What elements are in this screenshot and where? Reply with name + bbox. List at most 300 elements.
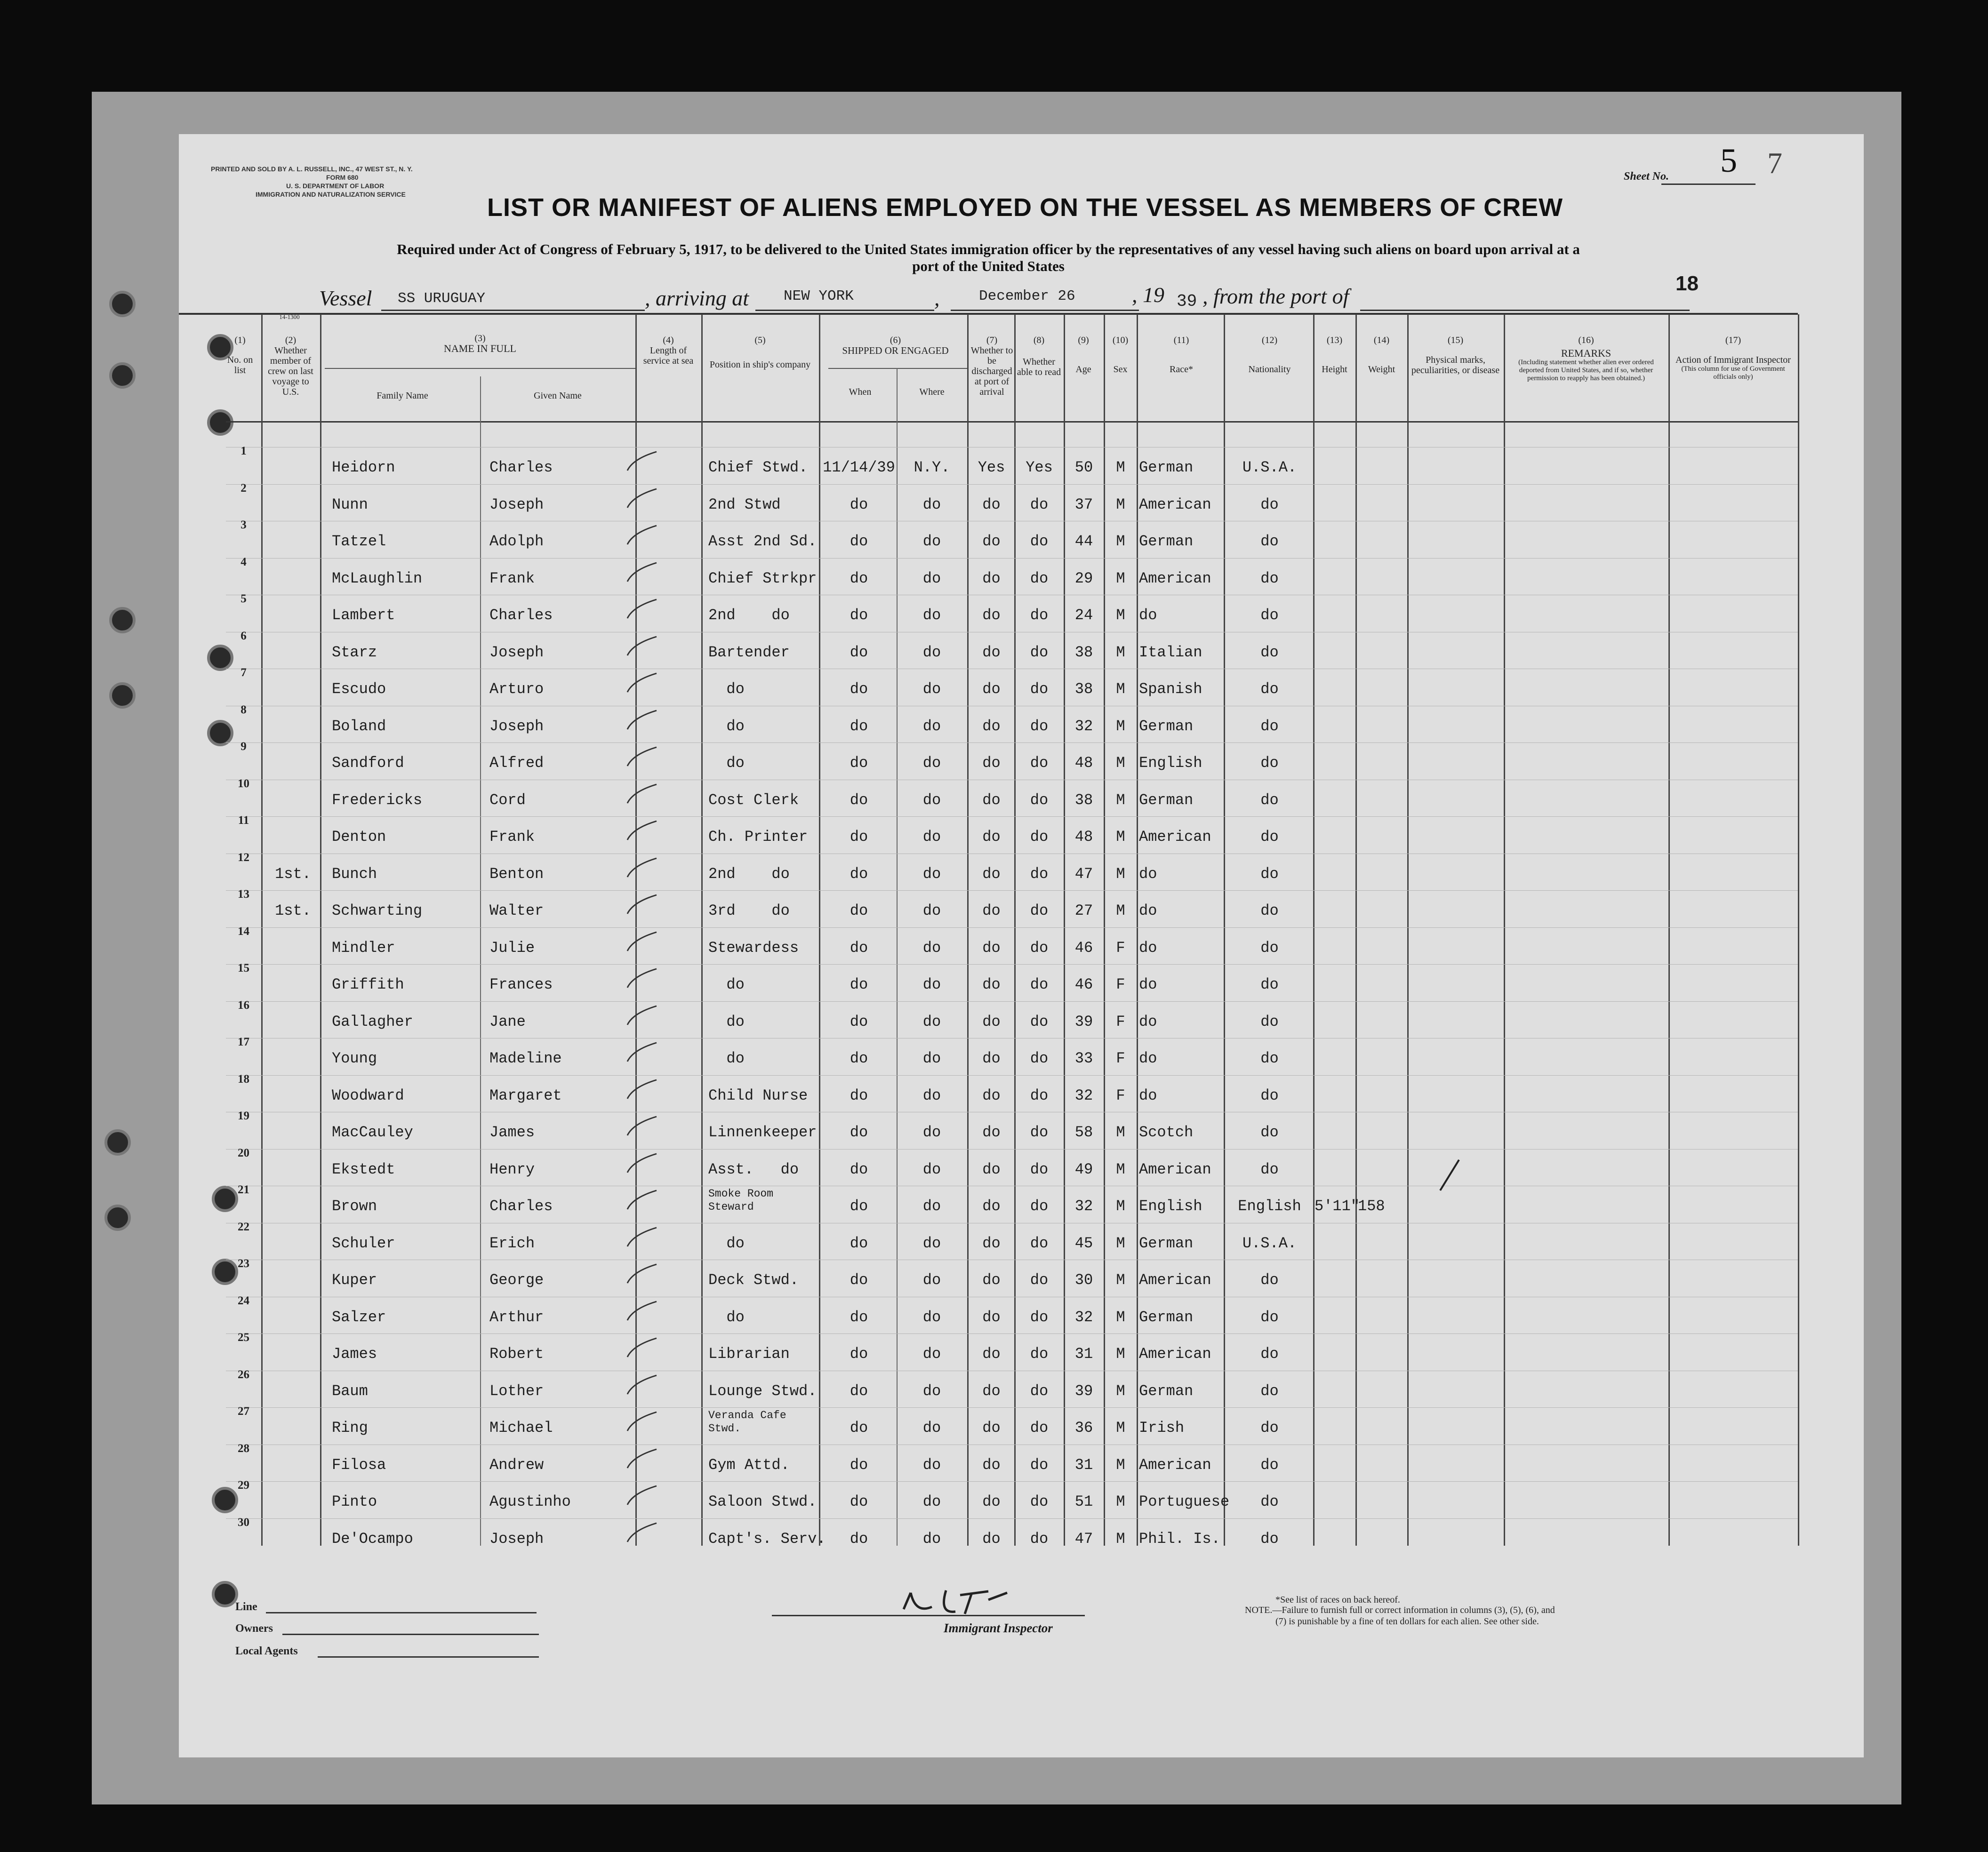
arriving-label: , arriving at [645,286,749,310]
cell-where: do [922,828,941,846]
binder-hole [207,409,233,436]
col-number: (2) [285,335,297,345]
cell-age: 39 [1074,1382,1093,1400]
binder-hole [109,291,136,317]
cell-age: 37 [1074,496,1093,513]
cell-where: do [922,1419,941,1437]
cell-no: 12 [238,851,249,864]
cell-race: English [1139,754,1202,772]
cell-no: 21 [238,1183,249,1196]
cell-when: do [850,1161,868,1178]
cell-given: Agustinho [489,1493,571,1510]
cell-position: Smoke Room Steward [708,1188,774,1213]
tick-mark [624,487,661,515]
cell-family: Pinto [332,1493,377,1510]
cell-where: do [922,939,941,957]
cell-age: 29 [1074,570,1093,587]
cell-age: 39 [1074,1013,1093,1030]
cell-read: do [1030,496,1049,513]
tick-mark [624,1078,661,1106]
cell-where: do [922,791,941,809]
cell-given: Robert [489,1345,544,1363]
cell-sex: M [1116,791,1125,809]
col-label: Action of Immigrant Inspector [1675,355,1791,365]
cell-position: Cost Clerk [708,791,799,809]
col-number: (16) [1578,335,1594,345]
cell-read: do [1030,1493,1049,1510]
cell-age: 24 [1074,607,1093,624]
cell-where: do [922,902,941,919]
cell-when: do [850,1419,868,1437]
cell-position: Stewardess [708,939,799,957]
cell-age: 49 [1074,1161,1093,1178]
col-number: (1) [234,335,246,345]
cell-given: Julie [489,939,535,957]
cell-position: Librarian [708,1345,790,1363]
department-name: U. S. DEPARTMENT OF LABOR [286,182,385,190]
cell-nationality: do [1260,680,1279,698]
col-sublabel: (Including statement whether alien ever ordered deported from United States, and if so, whether permission to reapply has been obtained.) [1518,359,1654,382]
tick-mark [624,856,661,884]
tick-mark [624,1410,661,1438]
cell-weight: 158 [1358,1197,1385,1215]
col-label: Whether to be discharged at port of arrival [970,345,1013,397]
cell-given: Andrew [489,1456,544,1474]
tick-mark [624,708,661,736]
cell-family: Ekstedt [332,1161,395,1178]
cell-position: Asst 2nd Sd. [708,533,817,550]
tick-mark [624,1188,661,1216]
cell-given: Walter [489,902,544,919]
cell-age: 58 [1074,1124,1093,1141]
column-rule [1355,314,1357,1546]
cell-age: 38 [1074,791,1093,809]
cell-age: 36 [1074,1419,1093,1437]
binder-hole [109,607,136,633]
cell-where: do [922,1124,941,1141]
column-rule [1798,314,1799,1546]
col-label: Height [1322,364,1347,375]
cell-no: 14 [238,925,249,938]
col-number: (8) [1033,335,1045,345]
crew-stamp: 14-1300 [279,313,300,320]
header-col17 [1671,335,1796,381]
given-name-header: Given Name [534,391,582,401]
cell-nationality: U.S.A. [1242,1235,1297,1252]
cell-no: 22 [238,1221,249,1233]
from-port-underline [1360,310,1690,311]
cell-nationality: do [1260,1419,1279,1437]
cell-nationality: English [1238,1197,1301,1215]
cell-where: do [922,1309,941,1326]
cell-race: American [1139,1345,1211,1363]
cell-position: Asst. do [708,1161,799,1178]
cell-race: American [1139,1271,1211,1289]
cell-discharged: do [982,865,1001,883]
cell-when: do [850,902,868,919]
cell-age: 30 [1074,1271,1093,1289]
header-col10 [1105,335,1136,375]
cell-race: American [1139,1161,1211,1178]
cell-sex: M [1116,1345,1125,1363]
column-rule [1668,314,1670,1546]
cell-when: do [850,1124,868,1141]
cell-discharged: do [982,828,1001,846]
cell-family: De'Ocampo [332,1530,413,1548]
cell-sex: F [1116,1087,1125,1104]
tick-mark [624,1373,661,1401]
cell-read: do [1030,607,1049,624]
cell-sex: M [1116,607,1125,624]
cell-read: do [1030,570,1049,587]
cell-sex: M [1116,1493,1125,1510]
sheet-number-underline [1661,184,1756,185]
cell-sex: M [1116,902,1125,919]
cell-when: do [850,939,868,957]
cell-discharged: do [982,1419,1001,1437]
cell-given: Alfred [489,754,544,772]
cell-sex: F [1116,976,1125,993]
cell-when: do [850,533,868,550]
cell-given: Erich [489,1235,535,1252]
cell-age: 38 [1074,680,1093,698]
cell-read: do [1030,754,1049,772]
cell-no: 18 [238,1073,249,1086]
cell-when: do [850,1197,868,1215]
cell-nationality: do [1260,1087,1279,1104]
cell-race: German [1139,1309,1194,1326]
tick-mark [624,1004,661,1032]
cell-when: do [850,1087,868,1104]
row-rule [226,1481,1798,1482]
cell-when: do [850,1235,868,1252]
column-rule [1224,314,1225,1546]
cell-position: Capt's. Serv. [708,1530,826,1548]
cell-read: do [1030,1456,1049,1474]
cell-race: American [1139,1456,1211,1474]
cell-nationality: do [1260,607,1279,624]
tick-mark [624,523,661,551]
cell-age: 32 [1074,1309,1093,1326]
cell-discharged: do [982,1161,1001,1178]
row-rule [226,1407,1798,1408]
cell-race: do [1139,976,1157,993]
tick-mark [624,1262,661,1290]
cell-nationality: do [1260,1124,1279,1141]
cell-sex: M [1116,718,1125,735]
cell-where: do [922,680,941,698]
cell-discharged: do [982,754,1001,772]
cell-sex: F [1116,939,1125,957]
col-label: Weight [1368,364,1395,375]
fine-note-continued: (7) is punishable by a fine of ten dollars for each alien. See other side. [1275,1616,1539,1627]
cell-no: 27 [238,1405,249,1418]
tick-mark [624,745,661,773]
row-rule [226,558,1798,559]
cell-when: do [850,791,868,809]
cell-discharged: do [982,496,1001,513]
header-col12 [1226,335,1313,375]
cell-given: Adolph [489,533,544,550]
tick-mark [624,1225,661,1253]
cell-position: do [708,1235,745,1252]
tick-mark [624,1040,661,1069]
cell-where: do [922,1456,941,1474]
cell-discharged: do [982,1456,1001,1474]
cell-read: do [1030,1050,1049,1067]
cell-no: 19 [238,1110,249,1122]
row-rule [226,484,1798,485]
subtitle-line: Required under Act of Congress of February 5, 1917, to be delivered to the United States immigration officer by the representatives of any vessel having such aliens on board upon arrival at a [397,241,1580,257]
cell-sex: F [1116,1013,1125,1030]
cell-when: do [850,828,868,846]
cell-where: do [922,570,941,587]
cell-discharged: do [982,1197,1001,1215]
cell-nationality: do [1260,754,1279,772]
cell-when: do [850,644,868,661]
header-col9 [1065,335,1102,375]
col-label: Whether able to read [1017,357,1061,377]
cell-age: 45 [1074,1235,1093,1252]
cell-position: do [708,1013,745,1030]
line-label: Line [235,1601,257,1613]
cell-crew: 1st. [275,865,311,883]
printer-line: PRINTED AND SOLD BY A. L. RUSSELL, INC., 47 WEST ST., N. Y. [211,165,413,173]
cell-sex: M [1116,1530,1125,1548]
cell-nationality: U.S.A. [1242,459,1297,476]
cell-discharged: do [982,1382,1001,1400]
cell-when: do [850,1382,868,1400]
cell-discharged: do [982,644,1001,661]
cell-no: 25 [238,1331,249,1344]
cell-age: 38 [1074,644,1093,661]
cell-position: Saloon Stwd. [708,1493,817,1510]
cell-when: do [850,1050,868,1067]
column-rule [320,314,321,1546]
cell-given: Joseph [489,1530,544,1548]
cell-where: do [922,1345,941,1363]
cell-given: Michael [489,1419,553,1437]
cell-race: do [1139,1087,1157,1104]
cell-sex: M [1116,1197,1125,1215]
manifest-subtitle [311,241,1666,275]
fine-note: NOTE.—Failure to furnish full or correct information in columns (3), (5), (6), and [1245,1605,1555,1615]
cell-nationality: do [1260,718,1279,735]
cell-where: do [922,718,941,735]
cell-age: 27 [1074,902,1093,919]
binder-hole [109,362,136,389]
cell-family: Starz [332,644,377,661]
header-col2 [266,335,315,397]
cell-discharged: do [982,1309,1001,1326]
cell-discharged: do [982,1493,1001,1510]
cell-given: Joseph [489,718,544,735]
cell-age: 31 [1074,1456,1093,1474]
header-bottom-rule [226,421,1798,423]
cell-discharged: do [982,533,1001,550]
tick-mark [624,966,661,995]
sheet-number-mark: 7 [1767,146,1782,180]
cell-family: Brown [332,1197,377,1215]
remarks-slash-mark [1435,1158,1464,1195]
cell-age: 32 [1074,718,1093,735]
cell-nationality: do [1260,1345,1279,1363]
cell-race: do [1139,939,1157,957]
cell-age: 44 [1074,533,1093,550]
cell-family: James [332,1345,377,1363]
cell-no: 15 [238,962,249,974]
col-number: (4) [663,335,674,345]
cell-discharged: do [982,680,1001,698]
col-number: (6) [890,335,901,345]
cell-where: do [922,1530,941,1548]
cell-family: Woodward [332,1087,404,1104]
cell-no: 20 [238,1147,249,1159]
cell-when: do [850,754,868,772]
col-number: (15) [1447,335,1464,345]
year-prefix: , 19 [1132,283,1164,307]
cell-where: do [922,533,941,550]
sheet-number-value: 5 [1720,142,1737,179]
cell-when: do [850,1456,868,1474]
cell-read: do [1030,976,1049,993]
cell-crew: 1st. [275,902,311,919]
cell-sex: F [1116,1050,1125,1067]
cell-no: 11 [238,814,249,827]
column-rule [1407,314,1409,1546]
row-rule [226,927,1798,928]
cell-no: 13 [238,888,249,901]
col-label: REMARKS [1561,347,1611,359]
cell-nationality: do [1260,791,1279,809]
cell-given: Joseph [489,644,544,661]
col-label: Nationality [1248,364,1291,375]
cell-nationality: do [1260,1271,1279,1289]
cell-where: do [922,496,941,513]
cell-family: Sandford [332,754,404,772]
cell-sex: M [1116,459,1125,476]
cell-discharged: do [982,570,1001,587]
cell-family: Baum [332,1382,368,1400]
cell-sex: M [1116,533,1125,550]
cell-nationality: do [1260,1382,1279,1400]
cell-when: 11/14/39 [823,459,895,476]
cell-family: Schwarting [332,902,423,919]
cell-discharged: do [982,718,1001,735]
cell-position: Gym Attd. [708,1456,790,1474]
cell-no: 30 [238,1516,249,1529]
cell-family: Bunch [332,865,377,883]
column-rule [701,314,703,1546]
cell-position: Linnenkeeper [708,1124,817,1141]
cell-family: Escudo [332,680,386,698]
header-col15 [1410,335,1501,375]
col-number: (10) [1112,335,1129,345]
cell-when: do [850,1530,868,1548]
cell-nationality: do [1260,902,1279,919]
cell-no: 9 [240,740,247,753]
cell-read: do [1030,828,1049,846]
col-number: (14) [1373,335,1390,345]
cell-position: 2nd do [708,607,790,624]
cell-sex: M [1116,1124,1125,1141]
cell-discharged: do [982,1530,1001,1548]
col-number: (17) [1725,335,1741,345]
cell-discharged: do [982,1235,1001,1252]
cell-race: Irish [1139,1419,1185,1437]
col-label: Race* [1170,364,1193,375]
cell-where: do [922,1013,941,1030]
cell-race: do [1139,1050,1157,1067]
row-rule [226,816,1798,817]
cell-age: 50 [1074,459,1093,476]
cell-no: 6 [240,630,247,642]
cell-sex: M [1116,1382,1125,1400]
cell-when: do [850,1013,868,1030]
printer-credit [211,165,413,199]
line-underline [266,1612,537,1613]
col-label: Length of service at sea [643,345,694,366]
cell-position: Lounge Stwd. [708,1382,817,1400]
cell-position: Bartender [708,644,790,661]
cell-when: do [850,607,868,624]
row-rule [226,1001,1798,1002]
tick-mark [624,930,661,958]
cell-given: Henry [489,1161,535,1178]
cell-family: Nunn [332,496,368,513]
tick-mark [624,560,661,589]
row-rule [226,1075,1798,1076]
shipped-where-header: Where [919,387,945,397]
tick-mark [624,1114,661,1142]
cell-position: Ch. Printer [708,828,808,846]
cell-sex: M [1116,496,1125,513]
header-col1 [226,335,254,375]
cell-family: Heidorn [332,459,395,476]
cell-discharged: do [982,1124,1001,1141]
cell-when: do [850,1493,868,1510]
cell-discharged: do [982,1050,1001,1067]
cell-discharged: do [982,1271,1001,1289]
cell-no: 17 [238,1036,249,1048]
cell-discharged: do [982,607,1001,624]
cell-where: do [922,607,941,624]
subtitle-line: port of the United States [912,258,1065,274]
tick-mark [624,1336,661,1364]
cell-family: Boland [332,718,386,735]
binder-hole [104,1205,131,1231]
cell-sex: M [1116,1271,1125,1289]
header-col8 [1017,335,1061,377]
cell-age: 47 [1074,1530,1093,1548]
cell-family: Salzer [332,1309,386,1326]
row-rule [226,742,1798,743]
cell-where: do [922,1050,941,1067]
header-col5 [706,335,814,370]
cell-no: 28 [238,1442,249,1455]
cell-race: German [1139,1235,1194,1252]
col-label: Sex [1113,364,1128,375]
shipped-when-header: When [849,387,872,397]
manifest-title: LIST OR MANIFEST OF ALIENS EMPLOYED ON THE VESSEL AS MEMBERS OF CREW [487,193,1563,222]
cell-family: Mindler [332,939,395,957]
cell-given: Madeline [489,1050,562,1067]
cell-position: 3rd do [708,902,790,919]
cell-position: do [708,1050,745,1067]
tick-mark [624,597,661,625]
form-number: FORM 680 [326,174,359,181]
cell-read: do [1030,865,1049,883]
